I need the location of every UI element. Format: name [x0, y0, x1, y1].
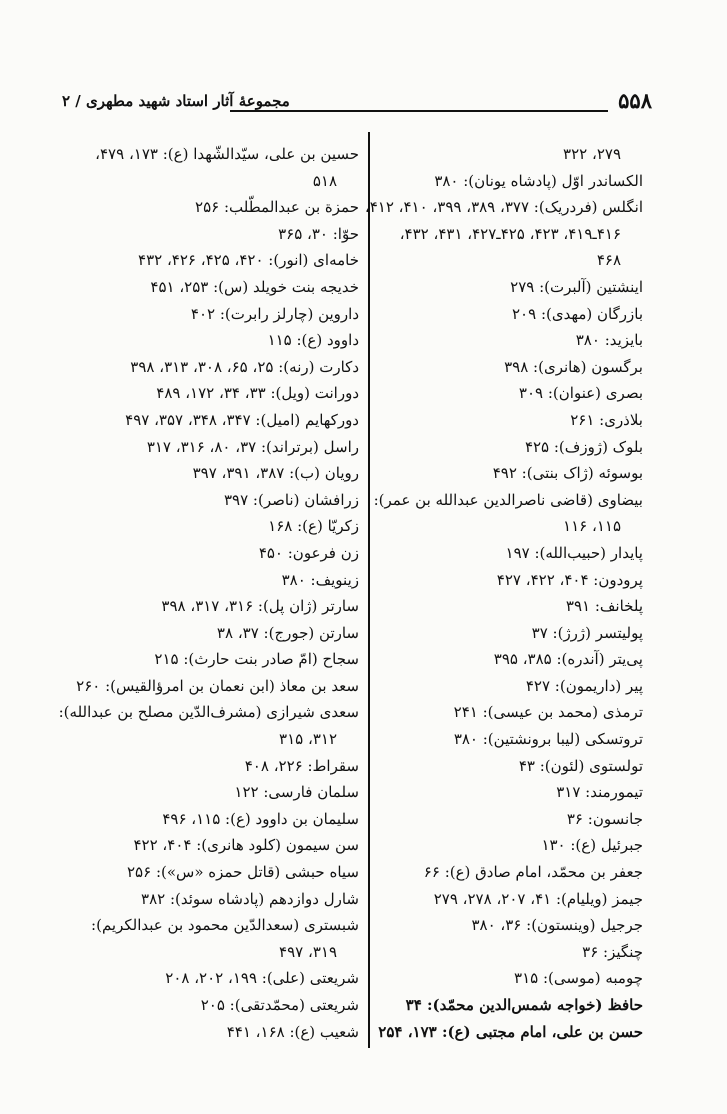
index-entry-text: حوّا: ۳۰، ۳۶۵ [278, 224, 359, 243]
index-entry-text: سلمان فارسی: ۱۲۲ [234, 783, 359, 802]
index-entry [313, 886, 645, 913]
index-entry-text: زینویف: ۳۸۰ [281, 570, 359, 589]
index-entry-text: بایزید: ۳۸۰ [575, 331, 643, 350]
index-entry [313, 1019, 645, 1046]
index-entry-text: سن سیمون (کلود هانری): ۴۰۴، ۴۲۲ [133, 836, 359, 855]
index-entry-text: بیضاوی (قاضی ناصرالدین عبدالله بن عمر): [373, 490, 643, 509]
index-entry [29, 221, 361, 248]
index-entry [29, 832, 361, 859]
index-entry [29, 327, 361, 354]
index-entry-text: جیمز (ویلیام): ۴۱، ۲۰۷، ۲۷۸، ۲۷۹ [433, 889, 643, 908]
index-entry-text: تولستوی (لئون): ۴۳ [518, 756, 643, 775]
index-entry-text: تیمورمند: ۳۱۷ [556, 783, 643, 802]
index-entry-text: زن فرعون: ۴۵۰ [258, 543, 359, 562]
index-entry [29, 407, 361, 434]
index-entry [313, 194, 645, 247]
index-entry [29, 699, 361, 752]
index-entry [29, 965, 361, 992]
index-entry [29, 194, 361, 221]
index-entry [313, 992, 645, 1019]
book-title: مجموعهٔ آثار استاد شهید مطهری / ۲ [62, 92, 290, 110]
index-entry-text: خامه‌ای (انور): ۴۲۰، ۴۲۵، ۴۲۶، ۴۳۲ [138, 251, 359, 270]
index-entry-text: زرافشان (ناصر): ۳۹۷ [223, 490, 359, 509]
index-entry-continuation: ۴۱۶ـ۴۱۹، ۴۲۳، ۴۲۵ـ۴۲۷، ۴۳۱، ۴۳۲، [399, 224, 621, 243]
index-entry-text: چنگیز: ۳۶ [582, 942, 643, 961]
index-entry-text: تروتسکی (لیبا برونشتین): ۳۸۰ [453, 730, 643, 749]
index-entry [313, 646, 645, 673]
index-entry [29, 141, 361, 194]
index-entry [29, 779, 361, 806]
index-entry-text: سلیمان بن داوود (ع): ۱۱۵، ۴۹۶ [162, 809, 359, 828]
index-entry-text: شریعتی (علی): ۱۹۹، ۲۰۲، ۲۰۸ [165, 969, 359, 988]
index-entry-text: شریعتی (محمّدتقی): ۲۰۵ [200, 996, 359, 1014]
index-entry [313, 939, 645, 966]
index-entry-text: دکارت (رنه): ۲۵، ۶۵، ۳۰۸، ۳۱۳، ۳۹۸ [130, 357, 359, 376]
index-entry [313, 460, 645, 487]
index-entry [29, 1019, 361, 1046]
index-entry [313, 354, 645, 381]
index-entry [29, 753, 361, 780]
index-entry-text: پی‌یتر (آندره): ۳۸۵، ۳۹۵ [493, 650, 643, 669]
index-entry-text: بازرگان (مهدی): ۲۰۹ [512, 304, 643, 323]
index-entry-text: حافظ (خواجه شمس‌الدین محمّد): ۳۴ [405, 996, 643, 1014]
index-entry [313, 859, 645, 886]
index-entry-text: جرجیل (وینستون): ۳۶، ۳۸۰ [471, 916, 643, 935]
index-entry [313, 327, 645, 354]
index-entry-text: حسن بن علی، امام مجتبی (ع): ۱۷۳، ۲۵۴ [378, 1022, 643, 1041]
index-entry [313, 753, 645, 780]
index-entry [313, 168, 645, 195]
index-entry [29, 380, 361, 407]
index-entry [313, 247, 645, 274]
index-entry [29, 540, 361, 567]
index-entry [313, 301, 645, 328]
index-entry-text: بلوک (ژوزف): ۴۲۵ [524, 437, 643, 456]
index-entry [29, 460, 361, 487]
index-entry-text: سعدی شیرازی (مشرف‌الدّین مصلح بن عبدالله): [58, 703, 359, 722]
index-entry [313, 673, 645, 700]
index-entry-continuation: ۵۱۸ [312, 171, 337, 190]
index-entry [29, 806, 361, 833]
index-entry-continuation: ۳۱۹، ۴۹۷ [279, 942, 337, 961]
index-entry [29, 886, 361, 913]
index-entry-continuation: ۳۱۲، ۳۱۵ [279, 730, 337, 749]
index-entry [313, 779, 645, 806]
index-entry [29, 513, 361, 540]
index-entry [313, 407, 645, 434]
index-entry [313, 540, 645, 567]
index-entry [313, 620, 645, 647]
index-entry [313, 832, 645, 859]
index-entry [313, 593, 645, 620]
index-entry-continuation: ۱۱۵، ۱۱۶ [563, 517, 621, 536]
index-entry [29, 567, 361, 594]
index-entry [29, 912, 361, 965]
index-entry-text: پایدار (حبیب‌الله): ۱۹۷ [505, 543, 643, 562]
index-entry-text: اینشتین (آلبرت): ۲۷۹ [510, 277, 643, 296]
index-entry [29, 593, 361, 620]
index-entry [313, 380, 645, 407]
index-entry-text: جعفر بن محمّد، امام صادق (ع): ۶۶ [423, 863, 643, 882]
index-entry-text: جبرئیل (ع): ۱۳۰ [541, 836, 643, 855]
index-entry-text: سجاح (امّ صادر بنت حارث): ۲۱۵ [154, 650, 359, 669]
index-entry-text: ترمذی (محمد بن عیسی): ۲۴۱ [453, 703, 643, 722]
index-entry [29, 992, 361, 1019]
index-entry-text: شبستری (سعدالدّین محمود بن عبدالکریم): [91, 916, 359, 935]
index-entry [29, 274, 361, 301]
index-entry-text: شارل دوازدهم (پادشاه سوئد): ۳۸۲ [141, 889, 359, 908]
index-entry [313, 699, 645, 726]
index-entry-text: برگسون (هانری): ۳۹۸ [504, 357, 643, 376]
index-entry [29, 673, 361, 700]
index-entry-text: جانسون: ۳۶ [566, 809, 643, 828]
index-entry-text: بوسوئه (ژاک بنتی): ۴۹۲ [492, 464, 643, 483]
index-entry-text: سیاه حبشی (قاتل حمزه «س»): ۲۵۶ [127, 863, 359, 882]
running-header [62, 88, 652, 122]
index-entry-text: دورکهایم (امیل): ۳۴۷، ۳۴۸، ۳۵۷، ۴۹۷ [125, 410, 359, 429]
index-entry-text: خدیجه بنت خویلد (س): ۲۵۳، ۴۵۱ [150, 277, 359, 296]
index-entry-text: زکریّا (ع): ۱۶۸ [268, 517, 359, 536]
index-entry-text: الکساندر اوّل (پادشاه یونان): ۳۸۰ [434, 171, 643, 190]
index-entry [29, 646, 361, 673]
index-entry-text: پیر (داریمون): ۴۲۷ [525, 676, 643, 695]
index-entry-text: پرودون: ۴۰۴، ۴۲۲، ۴۲۷ [496, 570, 643, 589]
index-entry-text: ۴۶۸ [596, 251, 621, 270]
index-entry [29, 354, 361, 381]
index-entry [313, 434, 645, 461]
header-rule [230, 110, 608, 112]
index-entry-text: پولیتسر (ژرژ): ۳۷ [531, 623, 643, 642]
index-entry-text: داروین (چارلز رابرت): ۴۰۲ [190, 304, 359, 323]
index-entry [313, 487, 645, 540]
index-entry-text: دورانت (ویل): ۳۳، ۳۴، ۱۷۲، ۴۸۹ [156, 384, 359, 403]
index-entry [29, 301, 361, 328]
index-entry-text: چومبه (موسی): ۳۱۵ [514, 969, 643, 988]
index-entry [313, 912, 645, 939]
index-entry [313, 806, 645, 833]
index-entry-text: داوود (ع): ۱۱۵ [267, 331, 359, 350]
index-entry-text: حسین بن علی، سیّدالشّهدا (ع): ۱۷۳، ۴۷۹، [95, 145, 359, 163]
index-column-right [313, 141, 645, 1045]
index-entry-text: شعیب (ع): ۱۶۸، ۴۴۱ [226, 1022, 359, 1041]
index-entry-text: بلاذری: ۲۶۱ [570, 410, 643, 429]
index-column-left [29, 141, 361, 1045]
index-entry-text: راسل (برتراند): ۳۷، ۸۰، ۳۱۶، ۳۱۷ [146, 437, 359, 456]
index-entry-text: سعد بن معاذ (ابن نعمان بن امرؤالقیس): ۲۶۰ [76, 676, 359, 695]
index-entry-text: رویان (ب): ۳۸۷، ۳۹۱، ۳۹۷ [192, 464, 359, 483]
index-entry-text: سارتن (جورج): ۳۷، ۳۸ [216, 623, 359, 642]
index-entry [29, 620, 361, 647]
index-entry [313, 965, 645, 992]
index-entry [29, 859, 361, 886]
index-entry [313, 141, 645, 168]
index-entry-text: حمزة بن عبدالمطّلب: ۲۵۶ [195, 198, 359, 217]
index-entry-text: انگلس (فردریک): ۳۷۷، ۳۸۹، ۳۹۹، ۴۱۰، ۴۱۲، [364, 198, 643, 217]
index-entry [29, 487, 361, 514]
index-entry [313, 726, 645, 753]
index-entry [29, 247, 361, 274]
index-entry [29, 434, 361, 461]
page-number: ۵۵۸ [618, 88, 652, 113]
index-entry [313, 274, 645, 301]
index-entry-text: بصری (عنوان): ۳۰۹ [518, 384, 643, 403]
index-entry-text: ۲۷۹، ۳۲۲ [563, 145, 621, 163]
index-entry-text: پلخانف: ۳۹۱ [565, 597, 643, 616]
index-entry-text: سارتر (ژان پل): ۳۱۶، ۳۱۷، ۳۹۸ [161, 597, 359, 616]
index-entry [313, 567, 645, 594]
index-entry-text: سقراط: ۲۲۶، ۴۰۸ [244, 756, 359, 775]
